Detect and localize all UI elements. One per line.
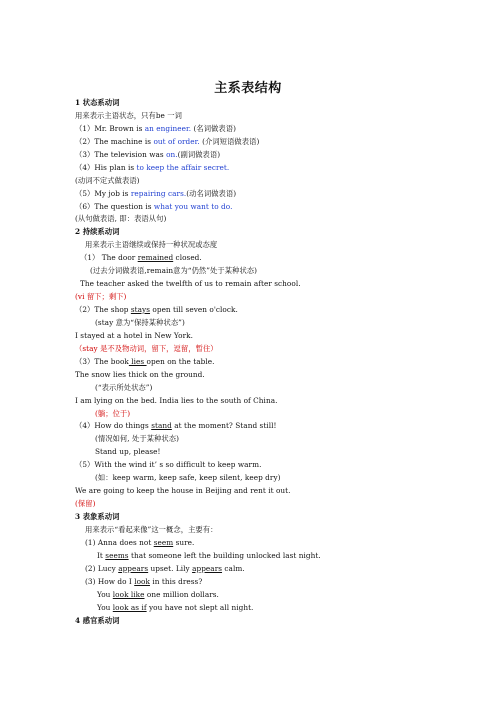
text-segment: (保留)	[75, 499, 96, 509]
text-line	[0, 550, 496, 563]
text-segment: 3 表象系动词	[75, 512, 120, 521]
text-segment: You	[97, 589, 113, 599]
text-segment: you have not slept all night.	[146, 602, 254, 612]
text-line	[0, 239, 496, 252]
text-segment: (1) Anna does not	[85, 537, 154, 547]
text-segment: on.	[166, 149, 178, 159]
text-segment: （2）The shop	[75, 305, 131, 314]
text-line	[0, 226, 496, 239]
text-line	[0, 123, 496, 136]
text-line	[0, 291, 496, 304]
page-title: 主系表结构	[214, 81, 282, 96]
text-line	[0, 408, 496, 421]
text-segment: sure.	[173, 537, 195, 547]
text-segment: at the moment? Stand still!	[171, 421, 277, 431]
text-segment: （2）The machine is	[75, 136, 154, 146]
text-line	[0, 472, 496, 485]
text-segment: （4）His plan is	[75, 162, 137, 172]
text-line	[0, 615, 496, 628]
text-segment: (动词不定式做表语)	[75, 175, 140, 185]
text-segment: （3）The television was	[75, 149, 167, 159]
text-segment: （4）How do things	[75, 421, 152, 431]
text-segment: (介词短语做表语)	[199, 136, 260, 146]
text-segment: （6）The question is	[75, 201, 154, 211]
text-segment: (过去分词做表语,remain意为“仍然”处于某种状态)	[90, 266, 258, 276]
text-line	[0, 459, 496, 472]
text-segment: We are going to keep the house in Beijing and rent it out.	[75, 486, 291, 496]
text-segment: seem	[153, 537, 174, 547]
text-segment: （1） The door	[80, 253, 138, 263]
text-segment: (vi 留下；剩下)	[75, 292, 127, 302]
text-line	[0, 317, 496, 330]
text-segment: look as if	[112, 602, 147, 612]
text-segment: I stayed at a hotel in New York.	[75, 330, 193, 340]
text-segment: I am lying on the bed. India lies to the south of China.	[75, 395, 278, 405]
text-segment: (从句做表语, 即：表语从句)	[75, 214, 167, 224]
text-segment: look	[134, 576, 150, 586]
text-segment: look like	[112, 589, 145, 599]
text-line	[0, 446, 496, 459]
text-segment: （5）With the wind it’ s so difficult to keep warm.	[75, 460, 262, 470]
text-segment: （1）Mr. Brown is	[75, 123, 145, 133]
text-line	[0, 252, 496, 265]
document-body	[0, 97, 496, 627]
text-line	[0, 511, 496, 524]
text-segment: open till seven o'clock.	[150, 305, 238, 314]
text-segment: Stand up, please!	[95, 447, 161, 457]
text-segment: （3）The book	[75, 356, 129, 366]
text-segment: (stay 意为“保持某种状态”)	[95, 317, 185, 327]
text-line	[0, 304, 496, 317]
text-line	[0, 576, 496, 589]
text-segment: open on the table.	[146, 356, 215, 366]
text-segment: 用来表示主语继续或保持一种状况或态度	[85, 240, 218, 250]
text-segment: lies	[128, 356, 147, 366]
text-segment: out of order.	[153, 136, 200, 146]
text-line	[0, 343, 496, 356]
text-line	[0, 356, 496, 369]
text-segment: 2 持续系动词	[75, 227, 120, 237]
text-line	[0, 149, 496, 162]
text-line	[0, 162, 496, 175]
text-segment: (2) Lucy	[85, 563, 119, 573]
text-line	[0, 537, 496, 550]
text-line	[0, 188, 496, 201]
text-segment: appears	[192, 563, 223, 573]
text-line	[0, 395, 496, 408]
text-segment: (动名词做表语)	[186, 188, 237, 198]
text-segment: (情况如何, 处于某种状态)	[95, 434, 180, 444]
text-segment: （5）My job is	[75, 188, 131, 198]
text-segment: 用来表示“看起来像”这一概念，主要有：	[85, 524, 218, 534]
text-segment: stays	[130, 305, 151, 314]
text-segment: remained	[137, 253, 174, 263]
text-line	[0, 330, 496, 343]
text-segment: closed.	[173, 253, 202, 263]
text-segment: (“表示所处状态”)	[95, 382, 153, 392]
text-segment: It	[97, 550, 106, 560]
text-line	[0, 589, 496, 602]
text-line	[0, 420, 496, 433]
text-line	[0, 369, 496, 382]
text-segment: to keep the affair secret.	[136, 162, 230, 172]
text-segment: that someone left the building unlocked last night.	[128, 550, 321, 560]
text-segment: repairing cars.	[130, 188, 187, 198]
text-line	[0, 175, 496, 188]
text-line	[0, 433, 496, 446]
text-line	[0, 136, 496, 149]
text-segment: what you want to do.	[153, 201, 233, 211]
text-line	[0, 498, 496, 511]
text-segment: (躺；位于)	[95, 408, 131, 418]
text-line	[0, 97, 496, 110]
text-line	[0, 110, 496, 123]
text-segment: calm.	[222, 563, 245, 573]
text-segment: 1 状态系动词	[75, 98, 120, 107]
text-line	[0, 602, 496, 615]
text-segment: (名词做表语)	[191, 123, 236, 133]
text-segment: seems	[105, 550, 129, 560]
text-line	[0, 524, 496, 537]
text-line	[0, 213, 496, 226]
text-segment: 4 感官系动词	[75, 615, 120, 625]
text-segment: 用来表示主语状态，只有be 一词	[75, 110, 182, 120]
text-segment: one million dollars.	[144, 589, 219, 599]
text-line	[0, 265, 496, 278]
text-line	[0, 563, 496, 576]
text-segment: (3) How do I	[85, 576, 135, 586]
text-segment: The teacher asked the twelfth of us to remain after school.	[80, 279, 301, 289]
text-segment: The snow lies thick on the ground.	[75, 369, 205, 379]
text-segment: You	[97, 602, 113, 612]
text-line	[0, 485, 496, 498]
text-segment: (如：keep warm, keep safe, keep silent, keep dry)	[95, 473, 281, 483]
text-segment: stand	[151, 421, 172, 431]
text-segment: in this dress?	[149, 576, 203, 586]
text-segment: an engineer.	[144, 123, 192, 133]
text-segment: appears	[118, 563, 149, 573]
text-segment: upset. Lily	[148, 563, 193, 573]
text-segment: (副词做表语)	[177, 149, 221, 159]
text-line	[0, 278, 496, 291]
text-segment: （stay 是不及物动词，留下，逗留，暂住）	[75, 343, 218, 353]
text-line	[0, 382, 496, 395]
text-line	[0, 201, 496, 214]
